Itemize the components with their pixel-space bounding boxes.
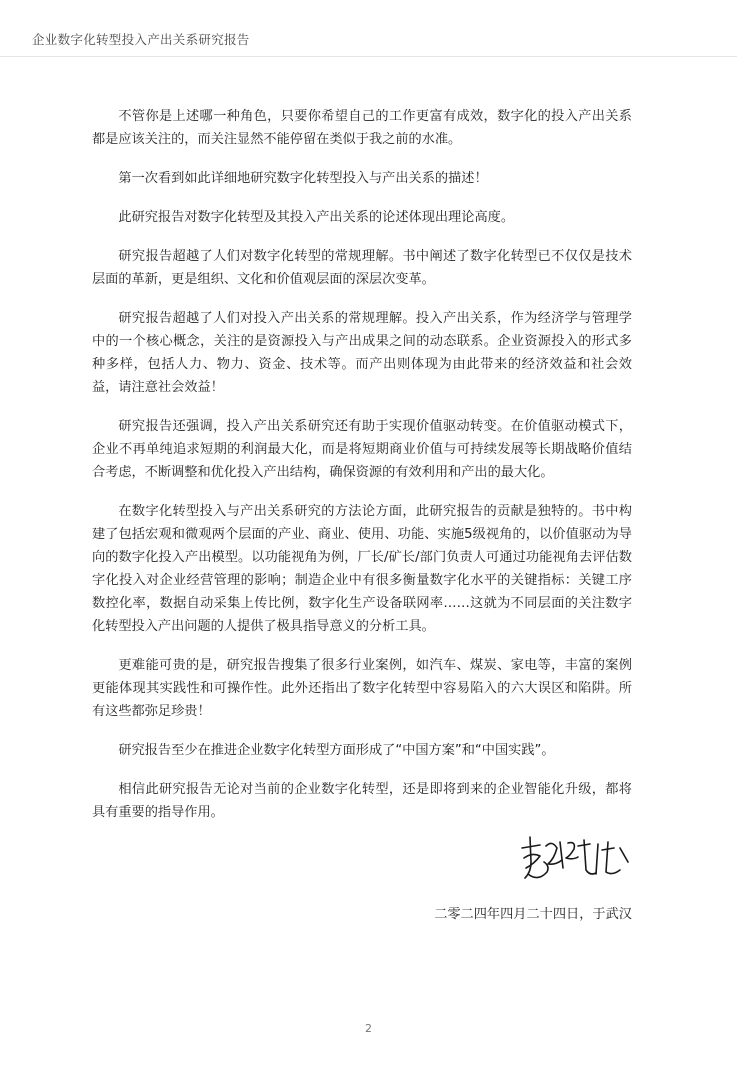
paragraph: 研究报告还强调，投入产出关系研究还有助于实现价值驱动转变。在价值驱动模式下，企业不再单纯追求短期的利润最大化，而是将短期商业价值与可持续发展等长期战略价值结合考虑，不断调整和优化投入产出结构，确保资源的有效利用和产出的最大化。 xyxy=(92,419,632,480)
paragraph: 研究报告超越了人们对投入产出关系的常规理解。投入产出关系，作为经济学与管理学中的一个核心概念，关注的是资源投入与产出成果之间的动态联系。企业资源投入的形式多种多样，包括人力、物力、资金、技术等。而产出则体现为由此带来的经济效益和社会效益，请注意社会效益！ xyxy=(92,311,632,395)
paragraph: 更难能可贵的是，研究报告搜集了很多行业案例，如汽车、煤炭、家电等，丰富的案例更能体现其实践性和可操作性。此外还指出了数字化转型中容易陷入的六大误区和陷阱。所有这些都弥足珍贵！ xyxy=(92,658,632,719)
signoff-date-place: 二零二四年四月二十四日，于武汉 xyxy=(434,907,632,922)
paragraph: 不管你是上述哪一种角色，只要你希望自己的工作更富有成效，数字化的投入产出关系都是应该关注的，而关注显然不能停留在类似于我之前的水准。 xyxy=(92,109,632,147)
paragraph: 相信此研究报告无论对当前的企业数字化转型，还是即将到来的企业智能化升级，都将具有重要的指导作用。 xyxy=(92,782,632,820)
paragraph: 研究报告超越了人们对数字化转型的常规理解。书中阐述了数字化转型已不仅仅是技术层面的革新，更是组织、文化和价值观层面的深层次变革。 xyxy=(92,249,632,287)
header-divider xyxy=(0,56,737,57)
paragraph: 第一次看到如此详细地研究数字化转型投入与产出关系的描述！ xyxy=(118,171,488,186)
handwritten-signature xyxy=(516,832,634,890)
paragraph: 此研究报告对数字化转型及其投入产出关系的论述体现出理论高度。 xyxy=(118,210,515,225)
running-header: 企业数字化转型投入产出关系研究报告 xyxy=(32,32,250,47)
page-number: 2 xyxy=(365,1022,372,1035)
body-text xyxy=(92,105,632,840)
paragraph: 在数字化转型投入与产出关系研究的方法论方面，此研究报告的贡献是独特的。书中构建了包括宏观和微观两个层面的产业、商业、使用、功能、实施5级视角的，以价值驱动为导向的数字化投入产出模型。以功能视角为例，厂长/矿长/部门负责人可通过功能视角去评估数字化投入对企业经营管理的影响；制造企业中有很多衡量数字化水平的关键指标：关键工序数控化率，数据自动采集上传比例，数字化生产设备联网率……这就为不同层面的关注数字化转型投入产出问题的人提供了极具指导意义的分析工具。 xyxy=(92,504,632,634)
paragraph: 研究报告至少在推进企业数字化转型方面形成了“中国方案”和“中国实践”。 xyxy=(118,743,555,758)
